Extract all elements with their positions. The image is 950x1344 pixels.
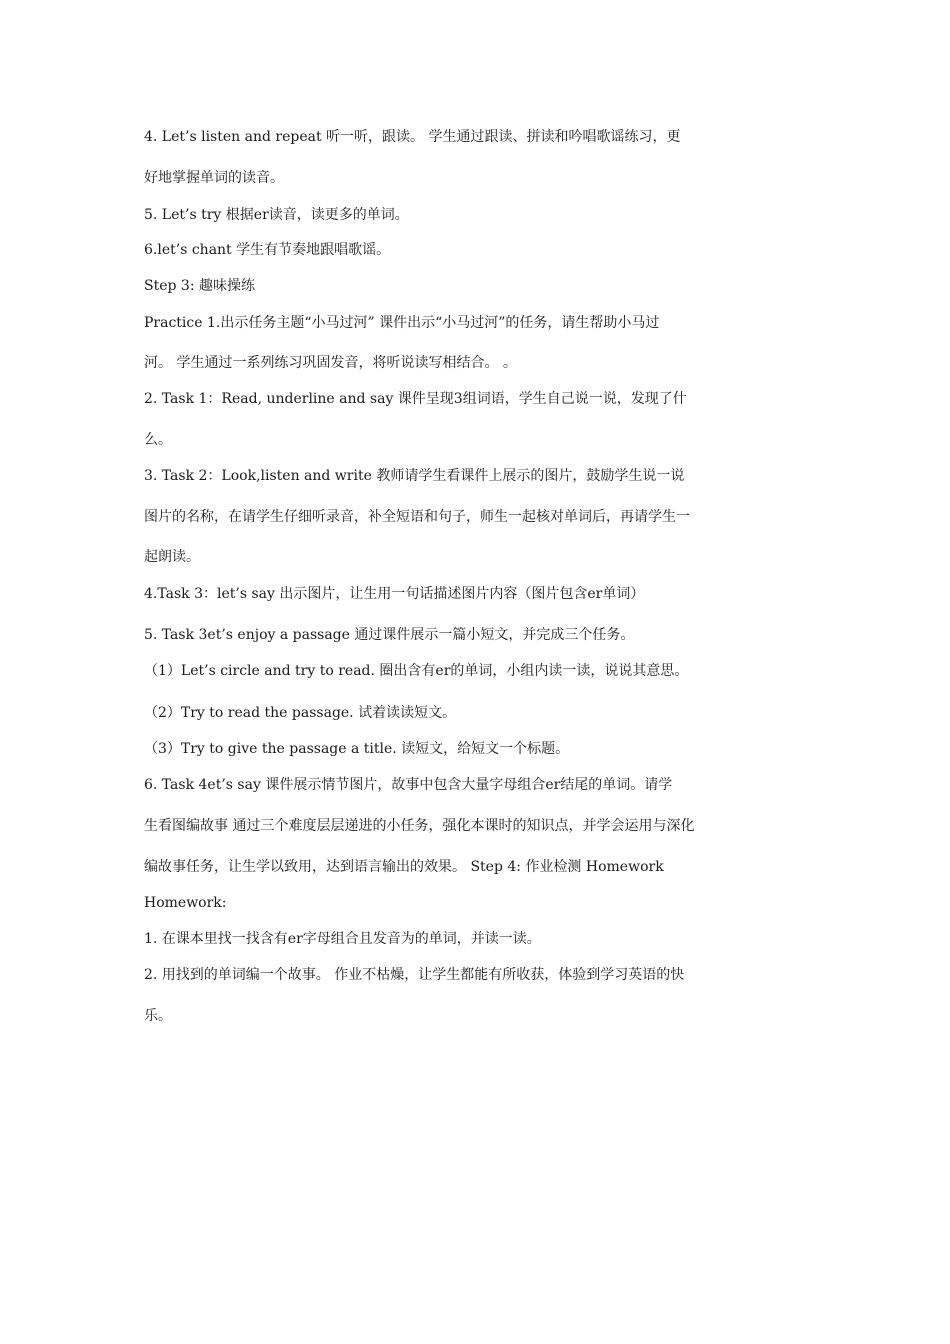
text-line: Practice 1.出示任务主题“小马过河” 课件出示“小马过河”的任务，请生帮助小马过 [144, 315, 660, 331]
text-line: Homework: [144, 895, 227, 911]
text-line: 1. 在课本里找一找含有er字母组合且发音为的单词，并读一读。 [144, 931, 541, 947]
text-line: 2. 用找到的单词编一个故事。 作业不枯燥，让学生都能有所收获，体验到学习英语的快 [144, 967, 685, 983]
text-line: 河。 学生通过一系列练习巩固发音，将听说读写相结合。 。 [144, 355, 517, 371]
text-line: 3. Task 2：Look,listen and write 教师请学生看课件上展示的图片，鼓励学生说一说 [144, 468, 685, 484]
text-line: 乐。 [144, 1008, 172, 1024]
text-line: （2）Try to read the passage. 试着读读短文。 [144, 705, 457, 721]
text-line: 起朗读。 [144, 549, 200, 565]
text-line: （3）Try to give the passage a title. 读短文，给短文一个标题。 [144, 741, 570, 757]
text-line: 编故事任务，让生学以致用，达到语言输出的效果。 Step 4: 作业检测 Homework [144, 859, 664, 875]
text-line: 5. Let’s try 根据er读音，读更多的单词。 [144, 207, 409, 223]
text-line: 6.let’s chant 学生有节奏地跟唱歌谣。 [144, 242, 391, 258]
text-line: Step 3: 趣味操练 [144, 278, 255, 294]
text-line: 生看图编故事 通过三个难度层层递进的小任务，强化本课时的知识点，并学会运用与深化 [144, 818, 695, 834]
text-line: 4.Task 3：let’s say 出示图片，让生用一句话描述图片内容（图片包含er单词） [144, 586, 645, 602]
text-line: 4. Let’s listen and repeat 听一听，跟读。 学生通过跟读、拼读和吟唱歌谣练习，更 [144, 129, 681, 145]
text-line: 么。 [144, 432, 172, 448]
text-line: 图片的名称，在请学生仔细听录音，补全短语和句子，师生一起核对单词后，再请学生一 [144, 509, 690, 525]
text-line: （1）Let’s circle and try to read. 圈出含有er的单词，小组内读一读，说说其意思。 [144, 663, 689, 679]
text-line: 2. Task 1：Read, underline and say 课件呈现3组词语，学生自己说一说，发现了什 [144, 391, 687, 407]
text-line: 5. Task 3et’s enjoy a passage 通过课件展示一篇小短文，并完成三个任务。 [144, 627, 635, 643]
text-line: 好地掌握单词的读音。 [144, 170, 284, 186]
text-line: 6. Task 4et’s say 课件展示情节图片，故事中包含大量字母组合er结尾的单词。请学 [144, 777, 673, 793]
